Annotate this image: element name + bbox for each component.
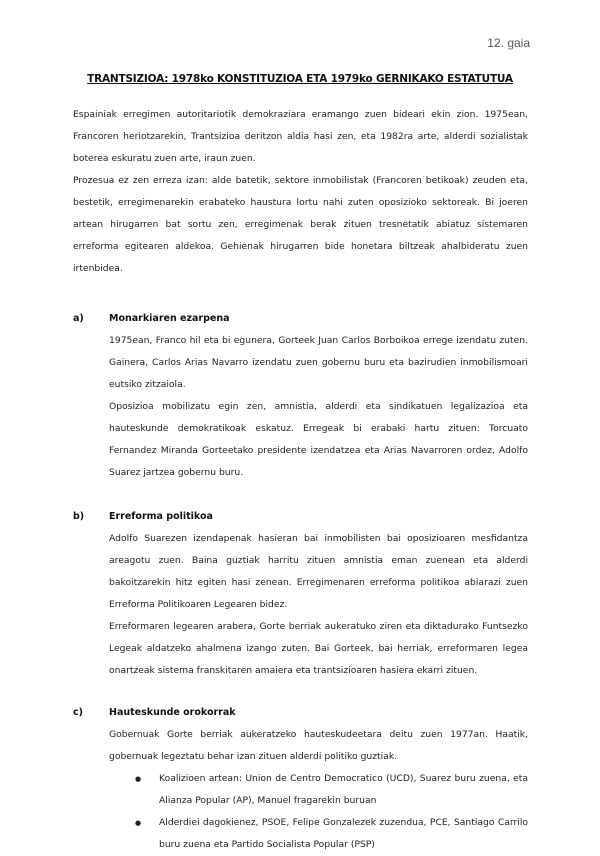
section-a (73, 308, 528, 484)
section-b (73, 506, 528, 682)
section-title: Erreforma politikoa (109, 511, 213, 522)
section-paragraph: Gobernuak Gorte berriak aukeratzeko hauteskudeetara deitu zuen 1977an. Haatik, gobernuak legeztatu behar izan zituen alderdi politiko guztiak. (109, 729, 528, 762)
section-letter: a) (73, 313, 84, 324)
section-letter: c) (73, 707, 83, 718)
section-body (109, 528, 528, 682)
document-body (73, 104, 528, 856)
section-paragraph: Oposizioa mobilizatu egin zen, amnistia, alderdi eta sindikatuen legalizazioa eta hauteskunde demokratikoak eskatuz. Erregeak bi erabaki hartu zituen: Torcuato Fernandez Miranda Gorteetako presidente izendatzea eta Arias Navarroren ordez, Adolfo Suarez jartzea gobernu buru. (109, 401, 528, 478)
intro-paragraph: Espainiak erregimen autoritariotik demokraziara eramango zuen bideari ekin zion. 1975ean, Francoren heriotzarekin, Trantsizioa deritzon aldia hasi zen, eta 1982ra arte, alderdi sozialistak boterea eskuratu zuen arte, iraun zuen. (73, 109, 528, 164)
section-c (73, 702, 528, 856)
bullet-item: ● Alderdiei dagokienez, PSOE, Felipe Gonzalezek zuzendua, PCE, Santiago Carrilo buru zuena eta Partido Socialista Popular (PSP) (135, 812, 528, 856)
intro-paragraph: Prozesua ez zen erreza izan: alde batetik, sektore inmobilistak (Francoren betikoak) zeuden eta, bestetik, erregimenarekin erabateko haustura lortu nahi zuten oposizioko sektoreak. Bi joeren artean hirugarren bat sortu zen, erregimenak berak zituen tresnetatik abiatuz sistemaren erreforma egitearen aldekoa. Gehienak hirugarren bide honetara biltzeak ahalbideratu zuen irtenbidea. (73, 175, 528, 274)
section-paragraph: Erreformaren legearen arabera, Gorte berriak aukeratuko ziren eta diktadurako Funtsezko Legeak aldatzeko ahalmena izango zuten. Bai Gorteek, bai herriak, erreformaren legea onartzeak sistema franskitaren amaiera eta trantsizioaren hasiera ekarri zituen. (109, 621, 528, 676)
section-letter: b) (73, 511, 85, 522)
section-heading (73, 506, 528, 528)
chapter-label: 12. gaia (487, 36, 530, 50)
section-heading (73, 702, 528, 724)
section-paragraph: 1975ean, Franco hil eta bi egunera, Gorteek Juan Carlos Borboikoa errege izendatu zuten. Gainera, Carlos Arias Navarro izendatu zuen gobernu buru eta bazirudien inmobilismoari eutsiko zitzaiola. (109, 335, 528, 390)
section-paragraph: Adolfo Suarezen izendapenak hasieran bai inmobilisten bai oposizioaren mesfidantza areagotu zuen. Baina guztiak harritu zituen amnistia eman zuenean eta alderdi bakoitzarekin hitz egiten hasi zenean. Erregimenaren erreforma politikoa abiarazi zuen Erreforma Politikoaren Legearen bidez. (109, 533, 528, 610)
bullet-list (109, 768, 528, 856)
bullet-item: ● Koalizioen artean: Union de Centro Democratico (UCD), Suarez buru zuena, eta Alianza Popular (AP), Manuel fragarekin buruan (135, 768, 528, 812)
section-title: Monarkiaren ezarpena (109, 313, 230, 324)
section-body (109, 330, 528, 484)
section-body (109, 724, 528, 856)
section-heading (73, 308, 528, 330)
section-title: Hauteskunde orokorrak (109, 707, 236, 718)
document-title: TRANTSIZIOA: 1978ko KONSTITUZIOA ETA 1979ko GERNIKAKO ESTATUTUA (87, 73, 513, 85)
